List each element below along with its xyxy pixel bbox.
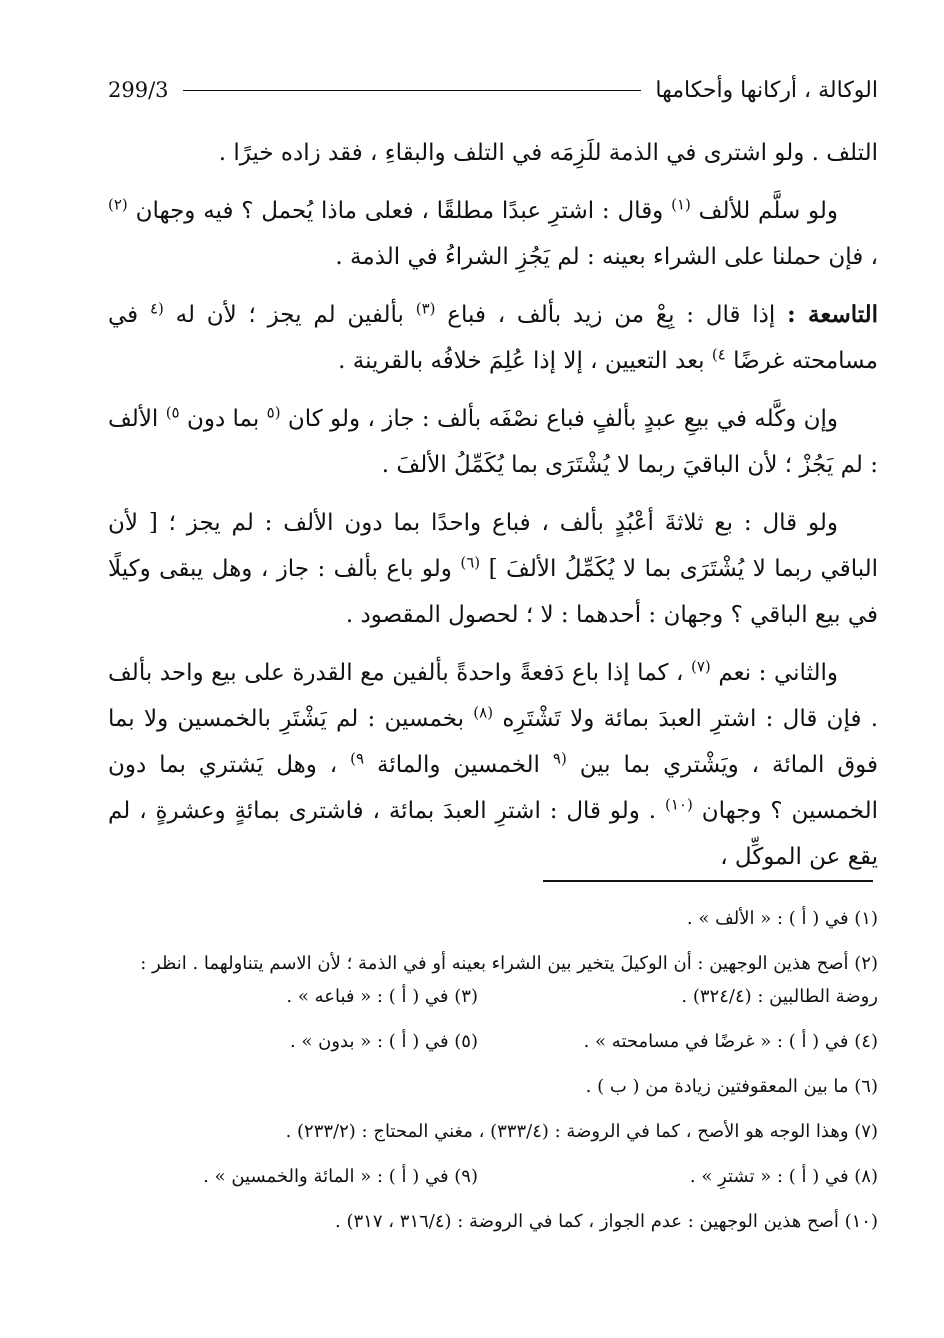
footnote-3: (٣) في ( أ ) : « فباعه » .: [286, 986, 478, 1007]
paragraph-3: [108, 292, 878, 384]
footnote-marker: ٩): [350, 749, 365, 768]
footnote-row-4-5: [108, 1025, 878, 1058]
paragraph-text: ، كما إذا باع دَفعةً واحدةً بألفين مع القدرة على بيع واحد بألف . فإن قال : اشترِ العبدَ بمائة ولا تَشْتَرِه: [108, 660, 879, 732]
footnote-separator: [543, 880, 873, 882]
footnote-marker: (٩: [552, 749, 567, 768]
footnote-7: (٧) وهذا الوجه هو الأصح ، كما في الروضة : (٣٣٣/٤) ، مغني المحتاج : (٢٣٣/٢) .: [285, 1121, 878, 1142]
paragraph-text: وقال : اشترِ عبدًا مطلقًا ، فعلى ماذا يُحمل ؟ فيه وجهان: [135, 198, 664, 224]
footnote-1: (١) في ( أ ) : « الألف » .: [686, 908, 878, 929]
paragraph-text: بخمسين : لم يَشْتَرِ بالخمسين ولا بما فوق المائة ، ويَشْتري بما بين: [108, 706, 879, 778]
running-header: [108, 72, 878, 108]
footnote-marker: (٧): [690, 657, 711, 676]
paragraph-2: [108, 188, 878, 280]
paragraph-text: في مسامحته غرضًا: [108, 302, 878, 374]
paragraph-text: التلف . ولو اشترى في الذمة للَزِمَه في التلف والبقاءِ ، فقد زاده خيرًا .: [218, 140, 878, 166]
header-rule: [183, 90, 642, 91]
footnote-marker: (٥: [266, 403, 281, 422]
footnote-marker: (٣): [415, 299, 436, 318]
footnote-row-8-9: [108, 1160, 878, 1193]
footnote-marker: (٨): [473, 703, 494, 722]
footnote-marker: ٤): [711, 345, 726, 364]
paragraph-6: [108, 650, 878, 880]
paragraph-text: وإن وكَّله في بيعِ عبدٍ بألفٍ فباع نصْفَه بألف : جاز ، ولو كان: [287, 406, 839, 432]
footnote-6: (٦) ما بين المعقوفتين زيادة من ( ب ) .: [585, 1076, 878, 1097]
paragraph-text: إذا قال : بِعْ من زيد بألف ، فباع: [447, 302, 776, 328]
paragraph-text: ولو قال : بع ثلاثةَ أعْبُدٍ بألف ، فباع واحدًا بما دون الألف : لم يجز ؛ [ لأن الباقي ربما لا يُشْتَرَى بما لا يُكَمِّلُ الألفَ ]: [108, 510, 879, 582]
section-heading: التاسعة :: [787, 301, 879, 328]
main-text: [108, 130, 878, 892]
paragraph-text: الخمسين والمائة: [376, 752, 540, 778]
paragraph-text: ، وهل يَشتري بما دون الخمسين ؟ وجهان: [108, 752, 878, 824]
paragraph-text: ولو سلَّم للألف: [698, 198, 839, 224]
footnote-5: (٥) في ( أ ) : « بدون » .: [289, 1031, 478, 1052]
header-title: الوكالة ، أركانها وأحكامها: [655, 77, 878, 103]
paragraph-text: بألفين لم يجز ؛ لأن له: [175, 302, 404, 328]
footnote-marker: (١٠): [664, 795, 693, 814]
footnote-marker: (٦): [460, 553, 481, 572]
paragraph-1: [108, 130, 878, 176]
paragraph-text: الألف : لم يَجُزْ ؛ لأن الباقيَ ربما لا يُشْتَرَى بما يُكَمِّلُ الألفَ .: [108, 406, 878, 478]
footnote-2-continued: روضة الطالبين : (٣٢٤/٤) .: [681, 986, 878, 1007]
paragraph-text: والثاني : نعم: [718, 660, 839, 686]
paragraph-5: [108, 500, 878, 638]
footnote-4: (٤) في ( أ ) : « غرضًا في مسامحته » .: [583, 1031, 878, 1052]
footnote-marker: (٢): [108, 195, 128, 214]
footnote-row-2-3: [108, 980, 878, 1013]
footnote-9: (٩) في ( أ ) : « المائة والخمسين » .: [203, 1166, 478, 1187]
footnote-marker: (٤: [149, 299, 164, 318]
footnote-marker: ٥): [165, 403, 180, 422]
paragraph-text: بعد التعيين ، إلا إذا عُلِمَ خلافُه بالقرينة .: [338, 348, 705, 374]
footnote-10: (١٠) أصح هذين الوجهين : عدم الجواز ، كما في الروضة : (٣١٦/٤ ، ٣١٧) .: [335, 1211, 878, 1232]
paragraph-4: [108, 396, 878, 488]
footnote-marker: (١): [671, 195, 691, 214]
footnotes: [108, 902, 878, 1250]
page-number: 299/3: [108, 78, 169, 102]
paragraph-text: . ولو قال : اشترِ العبدَ بمائة ، فاشترى بمائةٍ وعشرةٍ ، لم يقع عن الموكِّل ،: [108, 798, 878, 870]
paragraph-text: ، فإن حملنا على الشراء بعينه : لم يَجُزِ الشراءُ في الذمة .: [335, 244, 878, 270]
footnote-2: (٢) أصح هذين الوجهين : أن الوكيلَ يتخير بين الشراء بعينه أو في الذمة ؛ لأن الاسم يتناولهما . انظر :: [140, 953, 878, 974]
footnote-8: (٨) في ( أ ) : « تشترِ » .: [689, 1166, 878, 1187]
paragraph-text: ولو باع بألف : جاز ، وهل يبقى وكيلًا في بيع الباقي ؟ وجهان : أحدهما : لا ؛ لحصول المقصود .: [108, 556, 878, 628]
paragraph-text: بما دون: [186, 406, 260, 432]
